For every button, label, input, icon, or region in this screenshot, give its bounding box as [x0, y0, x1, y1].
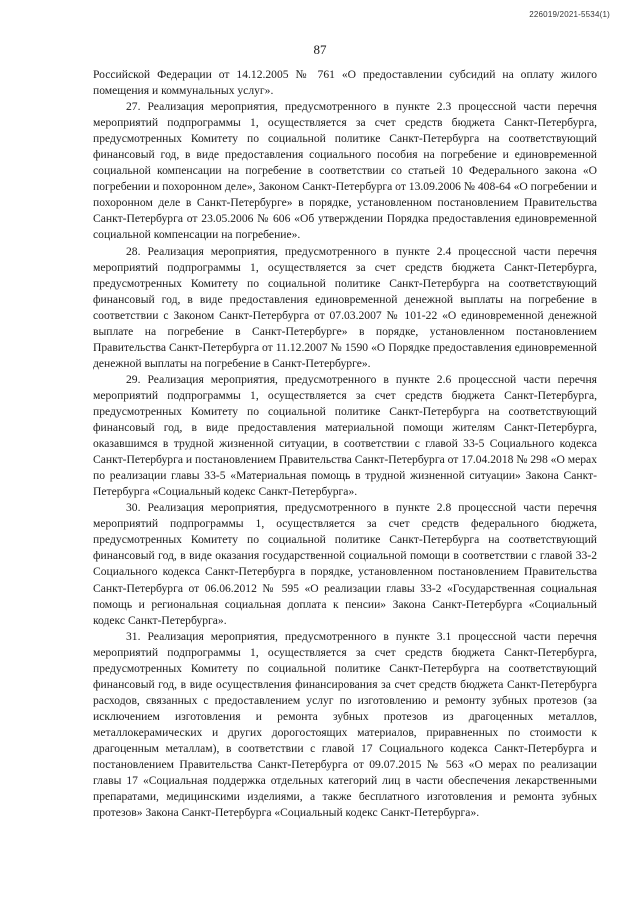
document-registration-number: 226019/2021-5534(1) — [529, 10, 610, 19]
paragraph-continuation: Российской Федерации от 14.12.2005 № 761 «О предоставлении субсидий на оплату жилого помещения и коммунальных услуг». — [93, 68, 597, 98]
paragraph-30: 30. Реализация мероприятия, предусмотренного в пункте 2.8 процессной части перечня мероприятий подпрограммы 1, осуществляется за счет средств федерального бюджета, предусмотренных Комитету по социальной политике Санкт-Петербурга на соответствующий финансовый год, в виде оказания государственной социальной помощи в соответствии с главой 33-2 Социального кодекса Санкт-Петербурга в порядке, установленном постановлением Правительства Санкт-Петербурга от 06.06.2012 № 595 «О реализации главы 33-2 «Государственная социальная помощь и региональная социальная доплата к пенсии» Закона Санкт-Петербурга «Социальный кодекс Санкт-Петербурга». — [93, 501, 597, 627]
page-number: 87 — [313, 42, 327, 57]
document-body — [93, 67, 597, 821]
paragraph-31: 31. Реализация мероприятия, предусмотренного в пункте 3.1 процессной части перечня мероприятий подпрограммы 1, осуществляется за счет средств бюджета Санкт-Петербурга, предусмотренных Комитету по социальной политике Санкт-Петербурга на соответствующий финансовый год, в виде осуществления финансирования за счет средств бюджета Санкт-Петербурга расходов, связанных с предоставлением услуг по изготовлению и ремонту зубных протезов (за исключением изготовления и ремонта зубных протезов из драгоценных металлов, металлокерамических и других дорогостоящих материалов, приравненных по стоимости к драгоценным металлам), в соответствии с главой 17 Социального кодекса Санкт-Петербурга и постановлением Правительства Санкт-Петербурга от 09.07.2015 № 563 «О мерах по реализации главы 17 «Социальная поддержка отдельных категорий лиц в части обеспечения лекарственными препаратами, медицинскими изделиями, а также бесплатного изготовления и ремонта зубных протезов» Закона Санкт-Петербурга «Социальный кодекс Санкт-Петербурга». — [93, 629, 597, 820]
paragraph-27: 27. Реализация мероприятия, предусмотренного в пункте 2.3 процессной части перечня мероприятий подпрограммы 1, осуществляется за счет средств бюджета Санкт-Петербурга, предусмотренных Комитету по социальной политике Санкт-Петербурга на соответствующий финансовый год, в виде предоставления социального пособия на погребение и единовременной социальной компенсации на погребение в соответствии со статьей 10 Федерального закона «О погребении и похоронном деле», Законом Санкт-Петербурга от 13.09.2006 № 408-64 «О погребении и похоронном деле в Санкт-Петербурге» в порядке, установленном постановлением Правительства Санкт-Петербурга от 23.05.2006 № 606 «Об утверждении Порядка предоставления единовременной социальной компенсации на погребение». — [93, 100, 597, 242]
paragraph-28: 28. Реализация мероприятия, предусмотренного в пункте 2.4 процессной части перечня мероприятий подпрограммы 1, осуществляется за счет средств бюджета Санкт-Петербурга, предусмотренных Комитету по социальной политике Санкт-Петербурга на соответствующий финансовый год, в виде предоставления единовременной денежной выплаты на погребение в соответствии с Законом Санкт-Петербурга от 07.03.2007 № 101-22 «О единовременной денежной выплате на погребение в Санкт-Петербурге» в порядке, установленном постановлением Правительства Санкт-Петербурга от 11.12.2007 № 1590 «О Порядке предоставления единовременной денежной выплаты на погребение в Санкт-Петербурге». — [93, 244, 597, 370]
paragraph-29: 29. Реализация мероприятия, предусмотренного в пункте 2.6 процессной части перечня мероприятий подпрограммы 1, осуществляется за счет средств бюджета Санкт-Петербурга, предусмотренных Комитету по социальной политике Санкт-Петербурга на соответствующий финансовый год, в виде предоставления материальной помощи жителям Санкт-Петербурга, оказавшимся в трудной жизненной ситуации, в соответствии с главой 33-5 Социального кодекса Санкт-Петербурга и постановлением Правительства Санкт-Петербурга от 17.04.2018 № 298 «О мерах по реализации главы 33-5 «Материальная помощь в трудной жизненной ситуации» Закона Санкт-Петербурга «Социальный кодекс Санкт-Петербурга». — [93, 372, 597, 499]
